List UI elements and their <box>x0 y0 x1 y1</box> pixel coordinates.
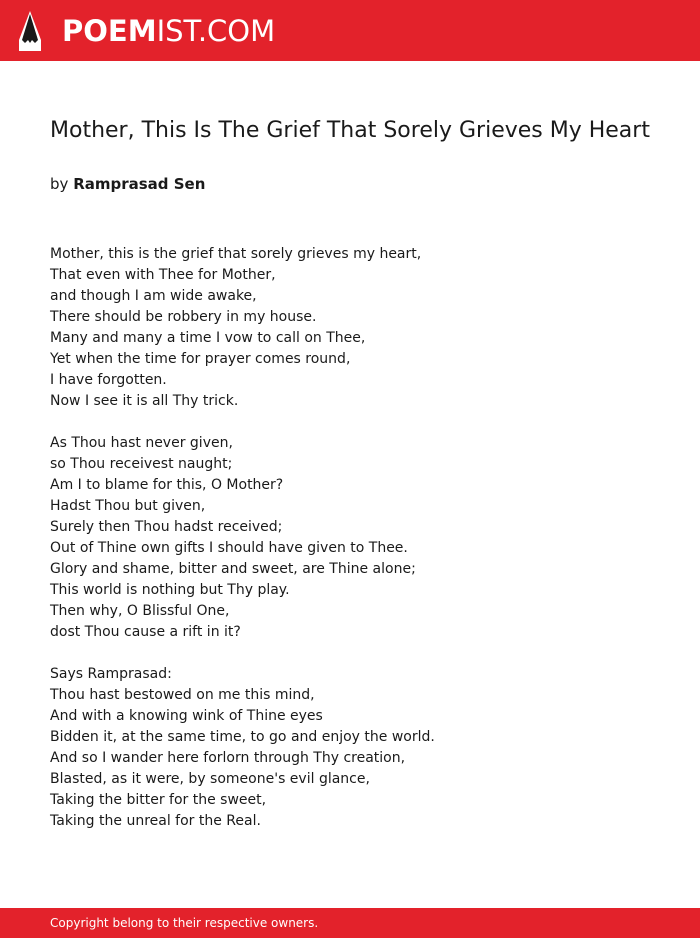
author-name: Ramprasad Sen <box>73 175 206 193</box>
stanza-3 <box>50 664 670 832</box>
poem-line: That even with Thee for Mother, <box>50 267 276 283</box>
site-footer <box>0 908 700 938</box>
poem-line: And so I wander here forlorn through Thy creation, <box>50 750 406 766</box>
poem-byline <box>50 174 205 194</box>
stanza-1 <box>50 244 670 412</box>
poem-line: As Thou hast never given, <box>50 435 233 451</box>
site-logo[interactable] <box>62 13 275 49</box>
poem-line: dost Thou cause a rift in it? <box>50 624 241 640</box>
poem-line: Mother, this is the grief that sorely grieves my heart, <box>50 246 422 262</box>
poem-line: Surely then Thou hadst received; <box>50 519 283 535</box>
poem-line: Now I see it is all Thy trick. <box>50 393 239 409</box>
logo-brand-light: IST.COM <box>156 14 276 48</box>
logo-brand-bold: POEM <box>62 14 157 48</box>
poem-line: This world is nothing but Thy play. <box>50 582 290 598</box>
poem-line: Hadst Thou but given, <box>50 498 206 514</box>
poem-line: Then why, O Blissful One, <box>50 603 230 619</box>
pen-nib-logo-icon[interactable] <box>18 10 42 52</box>
poem-line: There should be robbery in my house. <box>50 309 317 325</box>
poem-line: Says Ramprasad: <box>50 666 172 682</box>
poem-line: Glory and shame, bitter and sweet, are Thine alone; <box>50 561 416 577</box>
poem-line: I have forgotten. <box>50 372 167 388</box>
poem-line: Yet when the time for prayer comes round, <box>50 351 351 367</box>
poem-line: and though I am wide awake, <box>50 288 257 304</box>
poem-line: Out of Thine own gifts I should have given to Thee. <box>50 540 408 556</box>
by-label: by <box>50 175 69 193</box>
poem-line: Blasted, as it were, by someone's evil glance, <box>50 771 370 787</box>
poem-body <box>50 244 670 853</box>
poem-title: Mother, This Is The Grief That Sorely Grieves My Heart <box>50 118 650 143</box>
poem-line: Taking the bitter for the sweet, <box>50 792 267 808</box>
site-header <box>0 0 700 61</box>
poem-line: Taking the unreal for the Real. <box>50 813 261 829</box>
poem-line: Am I to blame for this, O Mother? <box>50 477 284 493</box>
stanza-2 <box>50 433 670 643</box>
poem-line: And with a knowing wink of Thine eyes <box>50 708 323 724</box>
copyright-notice: Copyright belong to their respective owners. <box>50 916 319 930</box>
poem-line: Bidden it, at the same time, to go and enjoy the world. <box>50 729 435 745</box>
poem-line: Thou hast bestowed on me this mind, <box>50 687 315 703</box>
poem-line: Many and many a time I vow to call on Thee, <box>50 330 366 346</box>
poem-line: so Thou receivest naught; <box>50 456 233 472</box>
